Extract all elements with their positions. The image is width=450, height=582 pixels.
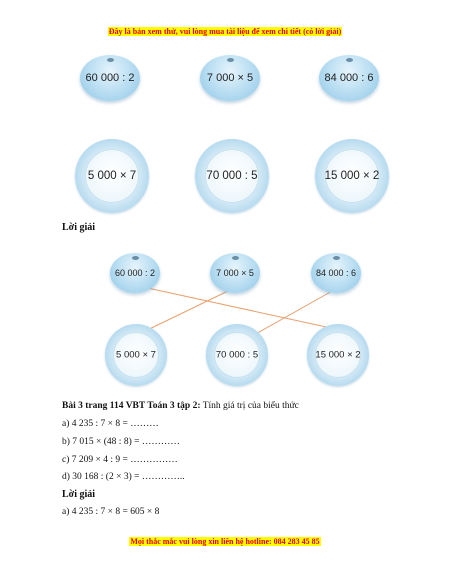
answer-line-a: a) 4 235 : 7 × 8 = 605 × 8 — [62, 507, 160, 517]
answer-heading: Lời giải — [62, 489, 96, 500]
exercise-item-a: a) 4 235 : 7 × 8 = ……… — [62, 419, 159, 429]
solution-plate-1 — [105, 324, 167, 386]
bowl-knob-icon — [132, 256, 139, 260]
solution-plate-label: 70 000 : 5 — [215, 349, 259, 361]
solution-bowl-label: 84 000 : 6 — [315, 268, 357, 278]
solution-heading: Lời giải — [62, 222, 96, 233]
exercise-item-b: b) 7 015 × (48 : 8) = ………… — [62, 437, 180, 447]
solution-bowl-label: 60 000 : 2 — [114, 268, 156, 278]
bowl-knob-icon — [232, 256, 239, 260]
problem-plate-label: 15 000 × 2 — [324, 170, 380, 182]
bowl-knob-icon — [333, 256, 340, 260]
solution-bowl-1 — [110, 253, 160, 293]
problem-plate-label: 70 000 : 5 — [206, 170, 258, 182]
preview-banner-text: Đây là bản xem thử, vui lòng mua tài liệu để xem chi tiết (có lời giải) — [108, 27, 342, 36]
solution-plate-3 — [307, 324, 369, 386]
solution-plate-label: 5 000 × 7 — [116, 349, 156, 361]
problem-bowl-label: 7 000 × 5 — [206, 72, 254, 84]
exercise-title: Bài 3 trang 114 VBT Toán 3 tập 2: — [62, 401, 201, 411]
exercise-instruction: Tính giá trị của biểu thức — [200, 401, 299, 411]
problem-bowl-label: 60 000 : 2 — [85, 72, 135, 84]
hotline-banner-text: Mọi thắc mắc vui lòng xin liên hệ hotline: 084 283 45 85 — [130, 537, 320, 546]
solution-bowl-3 — [311, 253, 361, 293]
solution-bowl-2 — [210, 253, 260, 293]
exercise-item-c: c) 7 209 × 4 : 9 = …………… — [62, 455, 178, 465]
problem-plate-label: 5 000 × 7 — [87, 170, 137, 182]
exercise-item-d: d) 30 168 : (2 × 3) = ………….. — [62, 472, 185, 482]
solution-plate-2 — [206, 324, 268, 386]
hotline-banner — [0, 537, 450, 546]
solution-plate-label: 15 000 × 2 — [315, 349, 361, 361]
exercise-title-line — [62, 401, 299, 411]
solution-bowl-label: 7 000 × 5 — [216, 268, 254, 278]
problem-bowl-label: 84 000 : 6 — [324, 72, 374, 84]
